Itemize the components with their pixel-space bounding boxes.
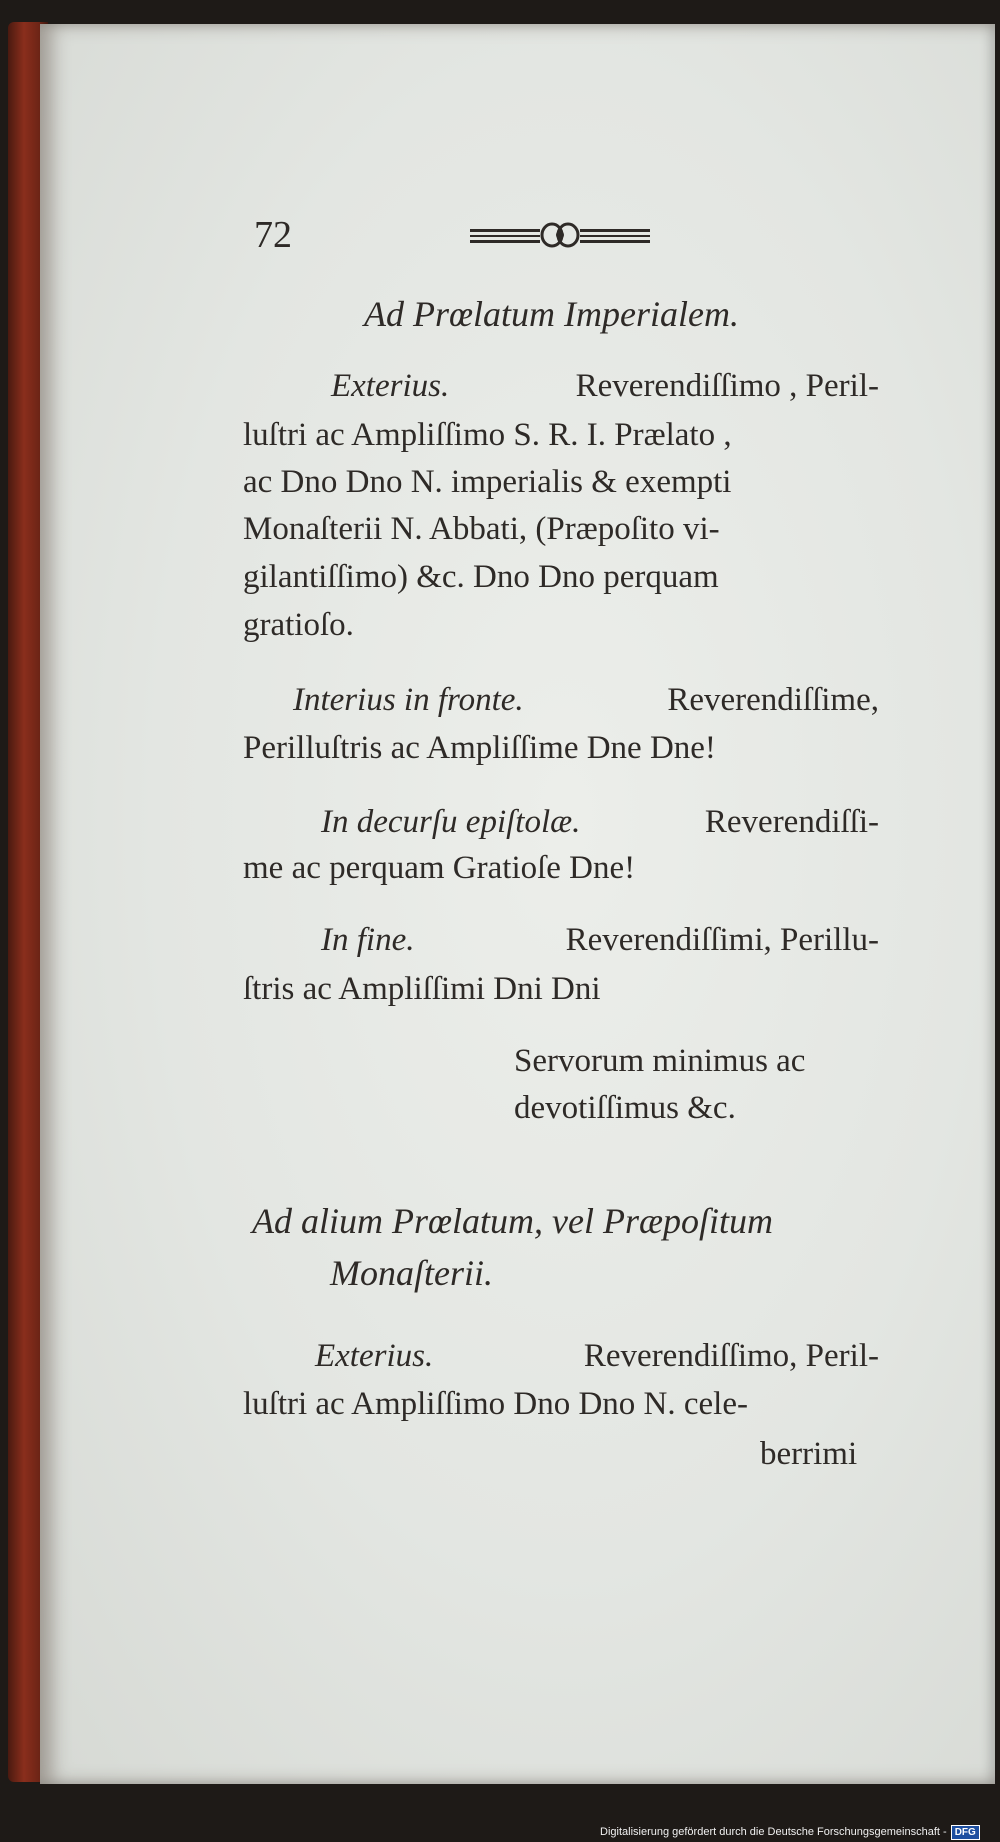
footer (600, 1822, 980, 1842)
label-interius: Interius in fronte. (293, 682, 524, 718)
text-fragment: Reverendiſſime, (667, 682, 879, 718)
section-title: Ad Prœlatum Imperialem. (364, 294, 739, 334)
text-fragment: Reverendiſſimi, Perillu- (565, 922, 879, 958)
text-fragment: Reverendiſſi- (704, 804, 879, 840)
catchword: berrimi (760, 1436, 858, 1472)
text-fragment: Reverendiſſimo, Peril- (583, 1338, 879, 1374)
text-line (243, 682, 879, 719)
ornament-icon (470, 221, 650, 249)
text-line (243, 1338, 879, 1375)
label-exterius: Exterius. (315, 1338, 434, 1374)
text-line: Monaſterii N. Abbati, (Præpoſito vi- (243, 511, 720, 547)
text-line: gilantiſſimo) &c. Dno Dno perquam (243, 559, 719, 595)
text-line: luſtri ac Ampliſſimo S. R. I. Prælato , (243, 417, 732, 453)
page-number: 72 (254, 214, 292, 256)
text-line: ac Dno Dno N. imperialis & exempti (243, 464, 732, 500)
footer-text: Digitalisierung gefördert durch die Deutsche Forschungsgemeinschaft - (600, 1826, 947, 1838)
text-line: Perilluſtris ac Ampliſſime Dne Dne! (243, 730, 716, 766)
text-line: ſtris ac Ampliſſimi Dni Dni (243, 971, 601, 1007)
text-line: luſtri ac Ampliſſimo Dno Dno N. cele- (243, 1386, 748, 1422)
text-line (243, 804, 879, 841)
text-line (243, 922, 879, 959)
text-line: gratioſo. (243, 607, 354, 643)
label-fine: In fine. (321, 922, 415, 958)
text-line: me ac perquam Gratioſe Dne! (243, 850, 636, 886)
section-title-cont: Monaſterii. (330, 1253, 493, 1293)
dfg-logo: DFG (951, 1825, 980, 1840)
closing-line: Servorum minimus ac (514, 1043, 806, 1079)
closing-line: devotiſſimus &c. (514, 1090, 736, 1126)
section-title: Ad alium Prœlatum, vel Præpoſitum (252, 1201, 773, 1241)
text-fragment: Reverendiſſimo , Peril- (575, 368, 879, 404)
label-decursu: In decurſu epiſtolæ. (321, 804, 581, 840)
book-page (40, 24, 995, 1784)
text-line (243, 368, 879, 405)
label-exterius: Exterius. (331, 368, 450, 404)
